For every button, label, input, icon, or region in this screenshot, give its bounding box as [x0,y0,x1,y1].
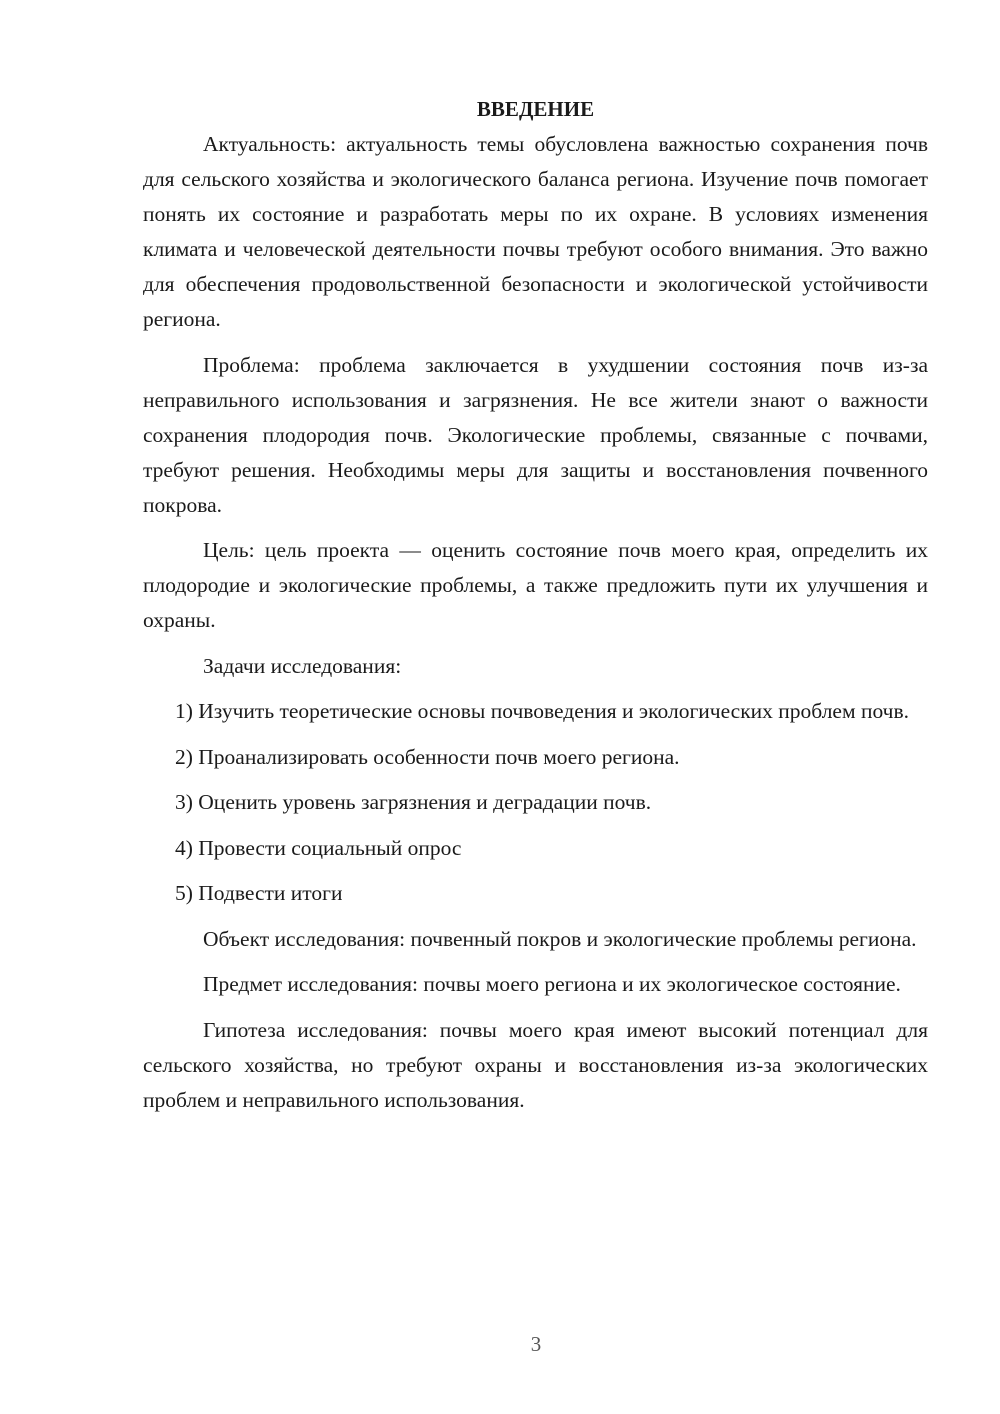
subject-paragraph: Предмет исследования: почвы моего региона и их экологическое состояние. [203,972,901,996]
section-heading: ВВЕДЕНИЕ [476,97,595,121]
task-item: 5) Подвести итоги [175,881,343,905]
tasks-list [143,694,928,911]
goal-paragraph: Цель: цель проекта — оценить состояние почв моего края, определить их плодородие и экологические проблемы, а также предложить пути их улучшения и охраны. [143,538,928,632]
page-number: 3 [530,1332,542,1356]
tasks-intro: Задачи исследования: [203,653,402,678]
task-item: 1) Изучить теоретические основы почвоведения и экологических проблем почв. [175,699,909,723]
relevance-paragraph: Актуальность: актуальность темы обусловлена важностью сохранения почв для сельского хозяйства и экологического баланса региона. Изучение почв помогает понять их состояние и разработать меры по их охране. В условиях изменения климата и человеческой деятельности почвы требуют особого внимания. Это важно для обеспечения продовольственной безопасности и экологической устойчивости региона. [143,132,928,331]
task-item: 2) Проанализировать особенности почв моего региона. [175,744,680,769]
task-item: 3) Оценить уровень загрязнения и деградации почв. [175,790,652,814]
object-paragraph: Объект исследования: почвенный покров и экологические проблемы региона. [203,926,917,951]
task-item: 4) Провести социальный опрос [175,835,462,860]
document-page [143,92,928,1128]
problem-paragraph: Проблема: проблема заключается в ухудшении состояния почв из-за неправильного использования и загрязнения. Не все жители знают о важности сохранения плодородия почв. Экологические проблемы, связанные с почвами, требуют решения. Необходимы меры для защиты и восстановления почвенного покрова. [143,352,928,517]
hypothesis-paragraph: Гипотеза исследования: почвы моего края имеют высокий потенциал для сельского хозяйства, но требуют охраны и восстановления из-за экологических проблем и неправильного использования. [143,1017,928,1112]
